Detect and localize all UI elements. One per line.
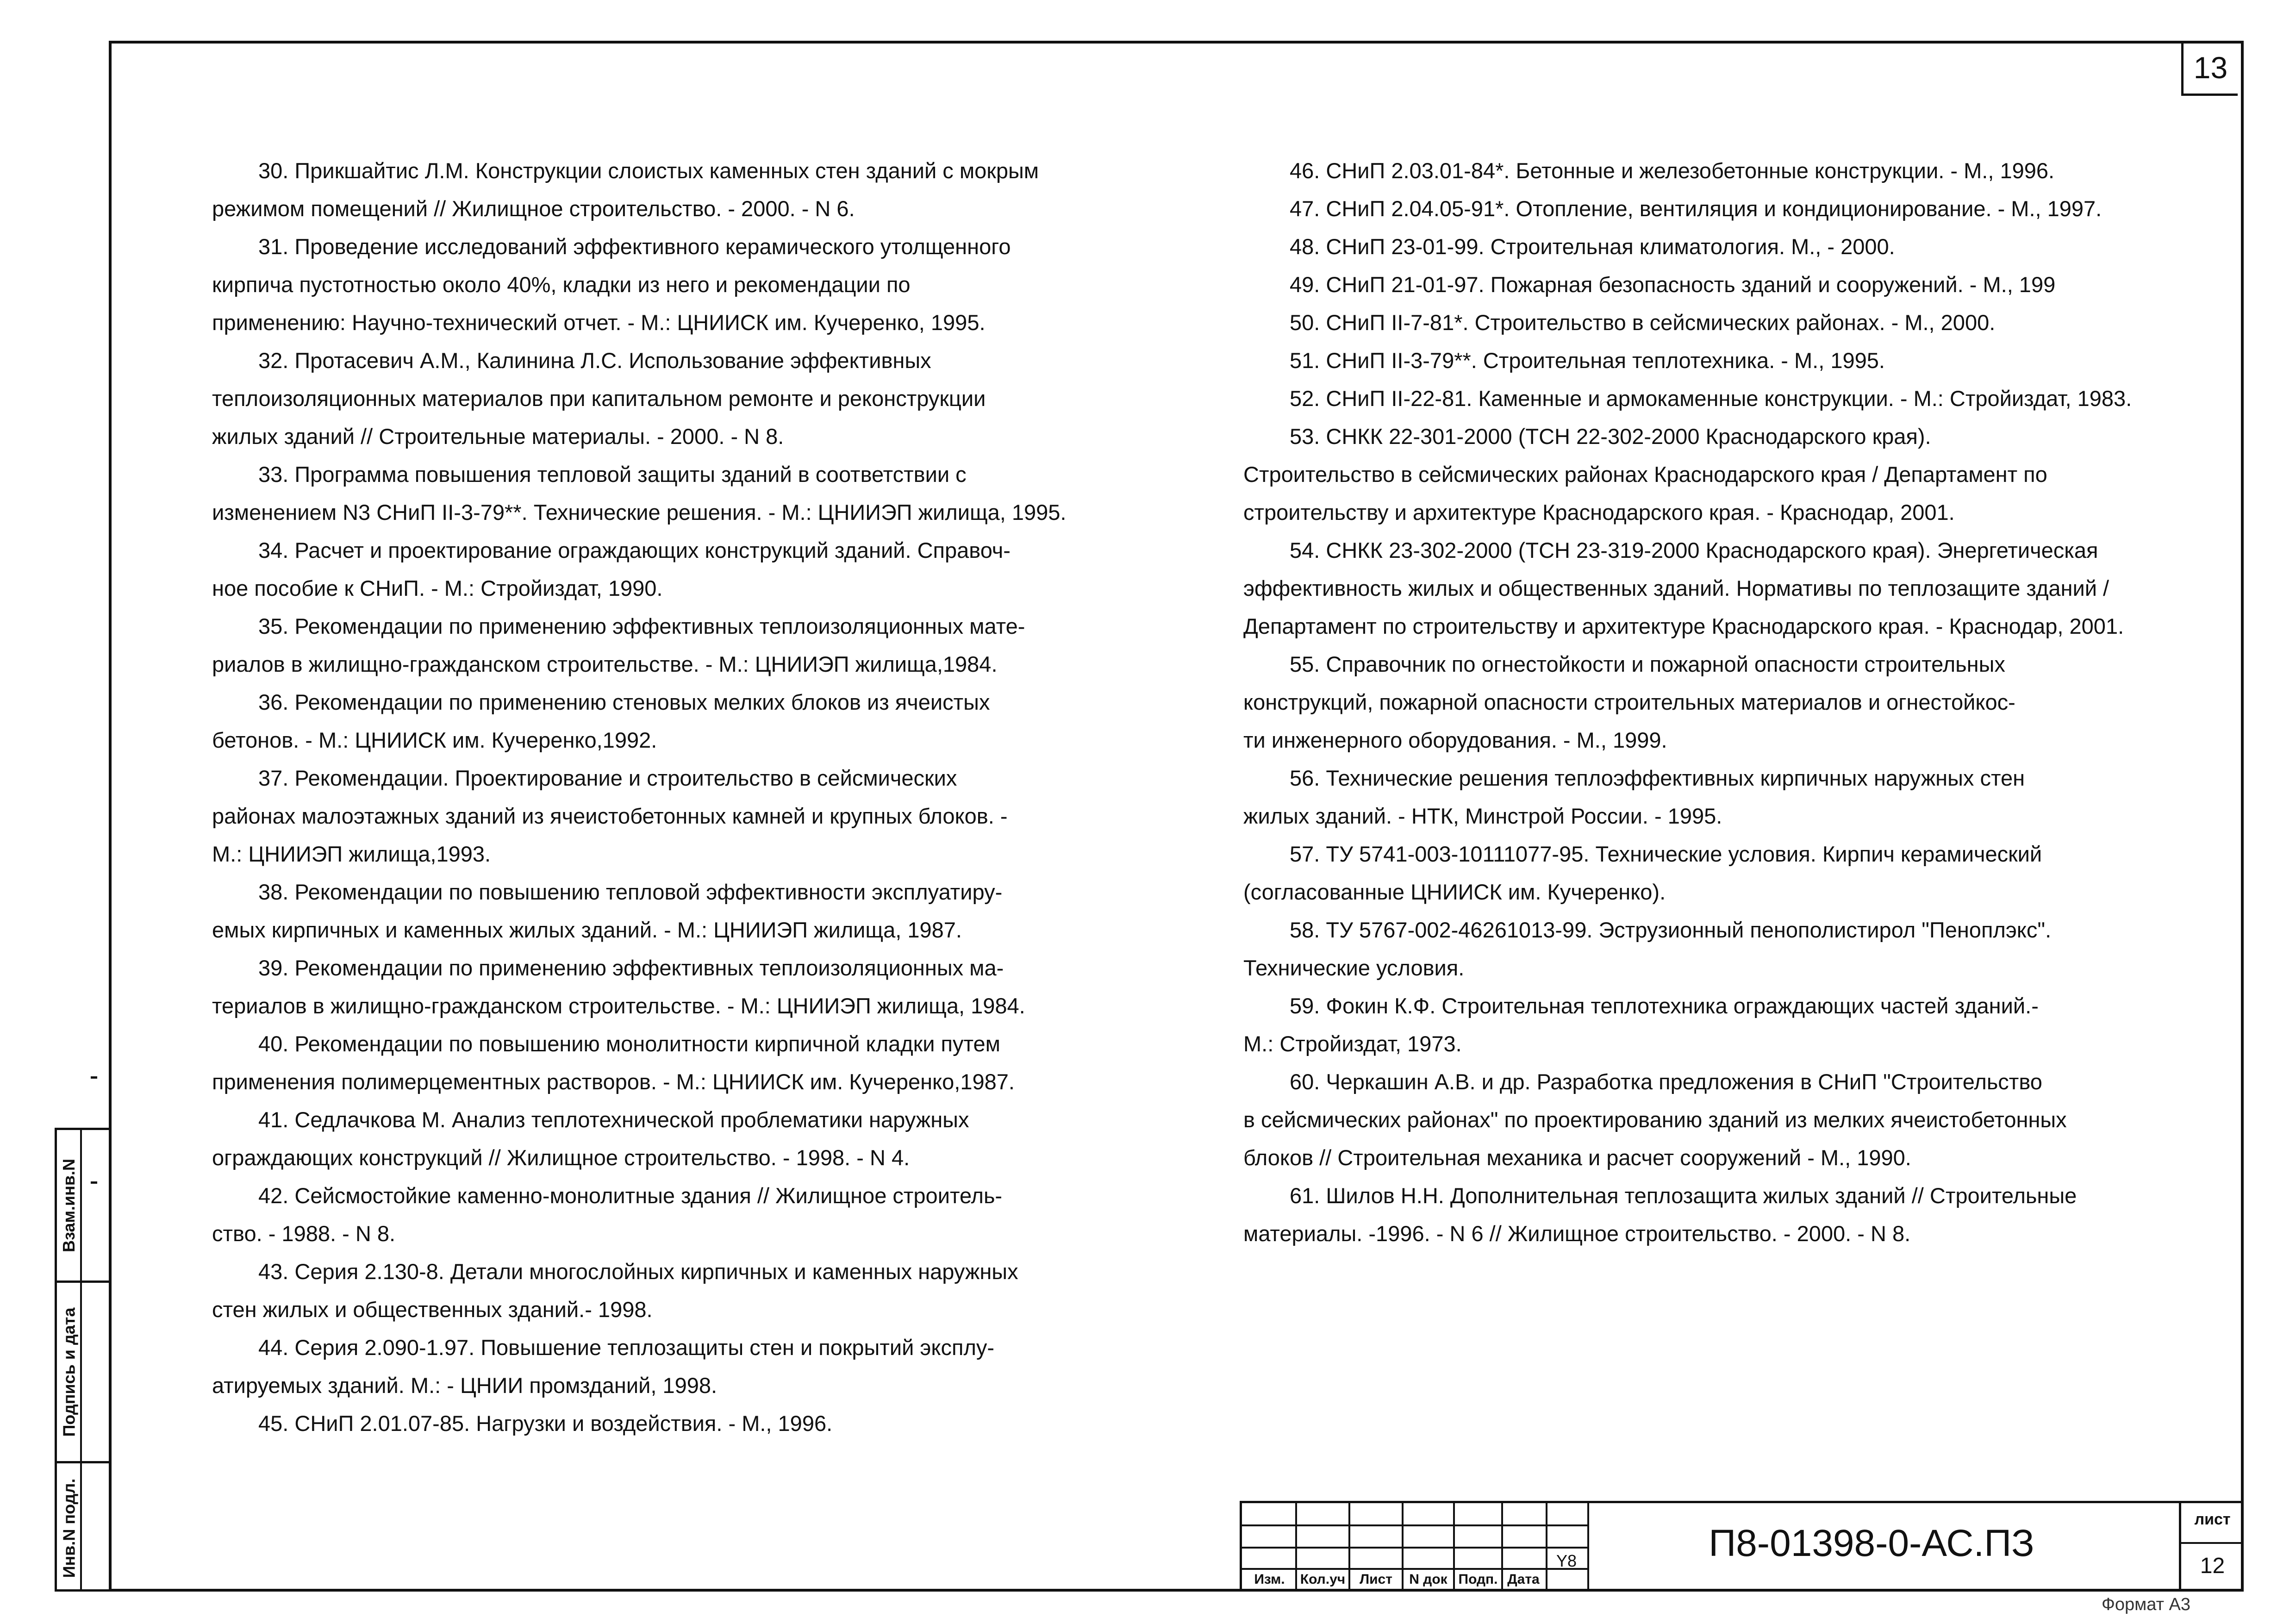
reference-entry (212, 152, 1166, 228)
reference-line: строительству и архитектуре Краснодарского края. - Краснодар, 2001. (1243, 500, 1955, 525)
reference-entry (212, 607, 1166, 683)
reference-line: ограждающих конструкций // Жилищное строительство. - 1998. - N 4. (212, 1145, 910, 1170)
side-stamp-inv-no: Инв.N подл. (59, 1478, 79, 1578)
reference-entry (1243, 418, 2220, 531)
reference-line: 33. Программа повышения тепловой защиты зданий в соответствии с (258, 462, 967, 487)
reference-line: применению: Научно-технический отчет. - М.: ЦНИИСК им. Кучеренко, 1995. (212, 310, 986, 335)
side-stamp-divider (80, 1130, 82, 1589)
reference-entry (212, 531, 1166, 607)
title-block-grid (1242, 1503, 1587, 1592)
reference-line: блоков // Строительная механика и расчет сооружений - М., 1990. (1243, 1145, 1911, 1170)
reference-line: режимом помещений // Жилищное строительство. - 2000. - N 6. (212, 196, 855, 221)
side-stamp-signature-date: Подпись и дата (59, 1307, 78, 1437)
document-code: П8-01398-0-АС.ПЗ (1709, 1522, 2034, 1564)
reference-line: кирпича пустотностью около 40%, кладки из него и рекомендации по (212, 272, 911, 297)
reference-entry (1243, 342, 2220, 380)
title-block-column-label: Подп. (1458, 1572, 1498, 1587)
reference-entry (1243, 1063, 2220, 1177)
title-block-column-label: Изм. (1254, 1572, 1285, 1587)
reference-entry (212, 683, 1166, 759)
reference-line: атируемых зданий. М.: - ЦНИИ промзданий, 1998. (212, 1373, 718, 1398)
reference-line: 42. Сейсмостойкие каменно-монолитные здания // Жилищное строитель- (258, 1183, 1003, 1208)
reference-line: 53. СНКК 22-301-2000 (ТСН 22-302-2000 Краснодарского края). (1290, 424, 1931, 449)
reference-line: районах малоэтажных зданий из ячеистобетонных камней и крупных блоков. - (212, 804, 1008, 828)
reference-entry (1243, 987, 2220, 1063)
reference-line: 30. Прикшайтис Л.М. Конструкции слоистых каменных стен зданий с мокрым (258, 158, 1039, 183)
reference-entry (212, 1101, 1166, 1177)
reference-line: 59. Фокин К.Ф. Строительная теплотехника ограждающих частей зданий.- (1290, 993, 2039, 1018)
references-left-column (212, 152, 1166, 1443)
reference-line: 49. СНиП 21-01-97. Пожарная безопасность зданий и сооружений. - М., 199 (1290, 272, 2056, 297)
reference-line: М.: ЦНИИЭП жилища,1993. (212, 842, 491, 866)
reference-entry (212, 949, 1166, 1025)
reference-line: теплоизоляционных материалов при капитальном ремонте и реконструкции (212, 386, 986, 411)
reference-entry (1243, 759, 2220, 835)
title-block-column-label: Дата (1507, 1572, 1540, 1587)
reference-line: в сейсмических районах" по проектированию зданий из мелких ячеистобетонных (1243, 1107, 2067, 1132)
reference-line: Технические условия. (1243, 956, 1465, 980)
reference-entry (1243, 190, 2220, 228)
reference-line: 56. Технические решения теплоэффективных кирпичных наружных стен (1290, 766, 2025, 790)
reference-line: 51. СНиП II-3-79**. Строительная теплотехника. - М., 1995. (1290, 348, 1885, 373)
reference-line: 38. Рекомендации по повышению тепловой эффективности эксплуатиру- (258, 880, 1003, 904)
reference-line: 41. Седлачкова М. Анализ теплотехнической проблематики наружных (258, 1107, 969, 1132)
sheet-number: 12 (2200, 1554, 2225, 1578)
reference-line: М.: Стройиздат, 1973. (1243, 1031, 1462, 1056)
reference-line: бетонов. - М.: ЦНИИСК им. Кучеренко,1992. (212, 728, 657, 752)
reference-line: 47. СНиП 2.04.05-91*. Отопление, вентиляция и кондиционирование. - М., 1997. (1290, 196, 2102, 221)
side-stamp-vzam-inv: Взам.инв.N (59, 1158, 79, 1252)
reference-entry (212, 759, 1166, 873)
reference-line: применения полимерцементных растворов. - М.: ЦНИИСК им. Кучеренко,1987. (212, 1069, 1015, 1094)
title-block-date-mark: Y8 (1556, 1551, 1577, 1570)
reference-line: 34. Расчет и проектирование ограждающих конструкций зданий. Справоч- (258, 538, 1011, 562)
reference-line: 46. СНиП 2.03.01-84*. Бетонные и железобетонные конструкции. - М., 1996. (1290, 158, 2055, 183)
reference-line: 40. Рекомендации по повышению монолитности кирпичной кладки путем (258, 1031, 1000, 1056)
reference-line: эффективность жилых и общественных зданий. Нормативы по теплозащите зданий / (1243, 576, 2109, 600)
reference-entry (1243, 380, 2220, 418)
reference-line: 48. СНиП 23-01-99. Строительная климатология. М., - 2000. (1290, 234, 1895, 259)
reference-line: 54. СНКК 23-302-2000 (ТСН 23-319-2000 Краснодарского края). Энергетическая (1290, 538, 2098, 562)
title-block-column-label: N док (1409, 1572, 1447, 1587)
reference-entry (212, 1177, 1166, 1253)
title-block (1240, 1501, 2244, 1592)
reference-entry (1243, 1177, 2220, 1253)
reference-line: 37. Рекомендации. Проектирование и строительство в сейсмических (258, 766, 957, 790)
reference-entry (212, 873, 1166, 949)
reference-line: жилых зданий // Строительные материалы. - 2000. - N 8. (212, 424, 784, 449)
reference-entry (1243, 645, 2220, 759)
reference-line: териалов в жилищно-гражданском строительстве. - М.: ЦНИИЭП жилища, 1984. (212, 993, 1025, 1018)
reference-line: ство. - 1988. - N 8. (212, 1221, 396, 1246)
reference-line: (согласованные ЦНИИСК им. Кучеренко). (1243, 880, 1666, 904)
sheet-number-cell (2179, 1503, 2244, 1592)
reference-entry (212, 1329, 1166, 1405)
reference-entry (212, 456, 1166, 531)
reference-entry (212, 1025, 1166, 1101)
references-right-column (1243, 152, 2220, 1253)
reference-line: стен жилых и общественных зданий.- 1998. (212, 1297, 653, 1322)
reference-line: 35. Рекомендации по применению эффективных теплоизоляционных мате- (258, 614, 1025, 638)
reference-entry (1243, 152, 2220, 190)
edge-tick (91, 1076, 97, 1079)
reference-line: 52. СНиП II-22-81. Каменные и армокаменные конструкции. - М.: Стройиздат, 1983. (1290, 386, 2132, 411)
reference-line: 32. Протасевич А.М., Калинина Л.С. Использование эффективных (258, 348, 931, 373)
reference-line: 45. СНиП 2.01.07-85. Нагрузки и воздействия. - М., 1996. (258, 1411, 833, 1436)
title-block-column-label: Кол.уч (1300, 1572, 1346, 1587)
side-stamp (55, 1128, 109, 1592)
reference-line: конструкций, пожарной опасности строительных материалов и огнестойкос- (1243, 690, 2015, 714)
reference-line: Департамент по строительству и архитектуре Краснодарского края. - Краснодар, 2001. (1243, 614, 2124, 638)
reference-entry (212, 1253, 1166, 1329)
reference-line: емых кирпичных и каменных жилых зданий. - М.: ЦНИИЭП жилища, 1987. (212, 918, 962, 942)
reference-entry (212, 228, 1166, 342)
sheet-label: лист (2194, 1511, 2231, 1528)
reference-line: 60. Черкашин А.В. и др. Разработка предложения в СНиП "Строительство (1290, 1069, 2042, 1094)
reference-entry (1243, 266, 2220, 304)
reference-line: 44. Серия 2.090-1.97. Повышение теплозащиты стен и покрытий эксплу- (258, 1335, 995, 1360)
reference-line: 55. Справочник по огнестойкости и пожарной опасности строительных (1290, 652, 2005, 676)
reference-entry (1243, 228, 2220, 266)
reference-entry (212, 1405, 1166, 1443)
reference-line: 57. ТУ 5741-003-10111077-95. Технические условия. Кирпич керамический (1290, 842, 2042, 866)
reference-entry (1243, 835, 2220, 911)
reference-line: жилых зданий. - НТК, Минстрой России. - 1995. (1243, 804, 1722, 828)
reference-line: 43. Серия 2.130-8. Детали многослойных кирпичных и каменных наружных (258, 1259, 1018, 1284)
reference-line: 50. СНиП II-7-81*. Строительство в сейсмических районах. - М., 2000. (1290, 310, 1996, 335)
reference-line: 36. Рекомендации по применению стеновых мелких блоков из ячеистых (258, 690, 990, 714)
reference-line: 31. Проведение исследований эффективного керамического утолщенного (258, 234, 1011, 259)
reference-line: 58. ТУ 5767-002-46261013-99. Эструзионный пенополистирол "Пеноплэкс". (1290, 918, 2052, 942)
title-block-column-label: Лист (1360, 1572, 1392, 1587)
reference-entry (1243, 304, 2220, 342)
format-label: Формат А3 (2102, 1595, 2191, 1614)
reference-line: материалы. -1996. - N 6 // Жилищное строительство. - 2000. - N 8. (1243, 1221, 1911, 1246)
reference-line: 39. Рекомендации по применению эффективных теплоизоляционных ма- (258, 956, 1004, 980)
reference-line: риалов в жилищно-гражданском строительстве. - М.: ЦНИИЭП жилища,1984. (212, 652, 998, 676)
reference-entry (212, 342, 1166, 456)
reference-line: Строительство в сейсмических районах Краснодарского края / Департамент по (1243, 462, 2047, 487)
reference-line: 61. Шилов Н.Н. Дополнительная теплозащита жилых зданий // Строительные (1290, 1183, 2077, 1208)
reference-entry (1243, 911, 2220, 987)
reference-line: изменением N3 СНиП II-3-79**. Технические решения. - М.: ЦНИИЭП жилища, 1995. (212, 500, 1067, 525)
reference-line: ное пособие к СНиП. - М.: Стройиздат, 1990. (212, 576, 663, 600)
reference-line: ти инженерного оборудования. - М., 1999. (1243, 728, 1667, 752)
sheet-badge: 13 (2181, 43, 2238, 96)
reference-entry (1243, 531, 2220, 645)
